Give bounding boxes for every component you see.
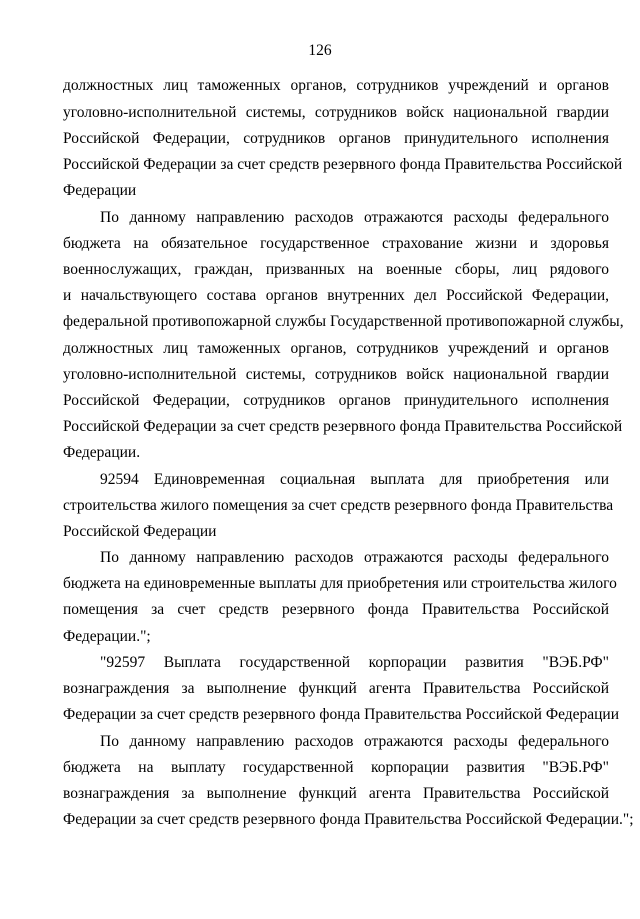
paragraph-line: Федерации. [63, 444, 141, 461]
paragraph-line: федеральной противопожарной службы Государственной противопожарной службы, [63, 313, 624, 330]
paragraph-line: Российской Федерации, сотрудников органов принудительного исполнения [63, 130, 609, 147]
paragraph-line: По данному направлению расходов отражаются расходы федерального [100, 209, 609, 226]
paragraph-line: помещения за счет средств резервного фонда Правительства Российской [63, 601, 609, 618]
budget-code-heading: Федерации за счет средств резервного фонда Правительства Российской Федерации [63, 706, 620, 723]
paragraph-line: Российской Федерации за счет средств резервного фонда Правительства Российской [63, 156, 623, 173]
paragraph-line: По данному направлению расходов отражаются расходы федерального [100, 733, 609, 750]
paragraph-line: уголовно-исполнительной системы, сотрудников войск национальной гвардии [63, 104, 609, 121]
paragraph-line: вознаграждения за выполнение функций агента Правительства Российской [63, 785, 609, 802]
paragraph-line: Федерации [63, 182, 137, 199]
paragraph-line: бюджета на выплату государственной корпорации развития "ВЭБ.РФ" [63, 759, 609, 776]
budget-code-heading: вознаграждения за выполнение функций агента Правительства Российской [63, 680, 609, 697]
paragraph-line: должностных лиц таможенных органов, сотрудников учреждений и органов [63, 340, 609, 357]
paragraph-line: бюджета на обязательное государственное страхование жизни и здоровья [63, 235, 609, 252]
paragraph-line: бюджета на единовременные выплаты для приобретения или строительства жилого [63, 575, 617, 592]
paragraph-line: Российской Федерации за счет средств резервного фонда Правительства Российской [63, 418, 623, 435]
budget-code-heading: 92594 Единовременная социальная выплата для приобретения или [100, 471, 609, 488]
paragraph-line: Российской Федерации, сотрудников органов принудительного исполнения [63, 392, 609, 409]
paragraph-line: должностных лиц таможенных органов, сотрудников учреждений и органов [63, 77, 609, 94]
page-number: 126 [308, 42, 332, 59]
budget-code-heading: "92597 Выплата государственной корпорации развития "ВЭБ.РФ" [100, 654, 609, 671]
paragraph-line: и начальствующего состава органов внутренних дел Российской Федерации, [63, 287, 609, 304]
budget-code-heading: строительства жилого помещения за счет средств резервного фонда Правительства [63, 497, 614, 514]
paragraph-line: Федерации."; [63, 628, 151, 645]
budget-code-heading: Российской Федерации [63, 523, 217, 540]
paragraph-line: Федерации за счет средств резервного фонда Правительства Российской Федерации."; [63, 811, 634, 828]
paragraph-line: военнослужащих, граждан, призванных на военные сборы, лиц рядового [63, 261, 609, 278]
paragraph-line: По данному направлению расходов отражаются расходы федерального [100, 549, 609, 566]
paragraph-line: уголовно-исполнительной системы, сотрудников войск национальной гвардии [63, 366, 609, 383]
